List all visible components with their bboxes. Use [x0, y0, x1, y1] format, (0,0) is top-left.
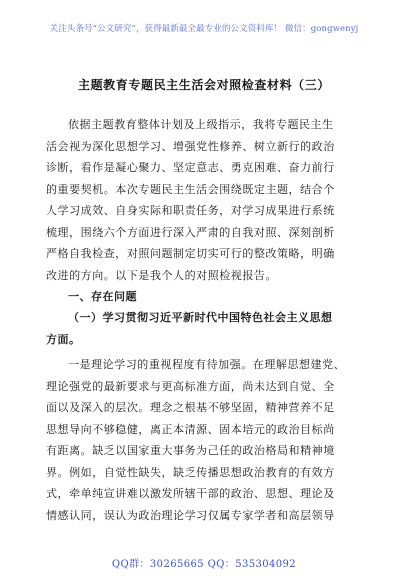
paragraph-line: 有距离。缺乏以国家重大事务为己任的政治格局和精神境 — [46, 444, 335, 457]
section-heading — [46, 286, 368, 308]
paragraph-line: 思想导向不够稳健，离正本清源、固本培元的政治目标尚 — [46, 422, 335, 436]
paragraph-line: 改进的方向。以下是我个人的对照检视报告。 — [46, 268, 277, 282]
subsection-heading — [46, 307, 368, 350]
paragraph-line: 界。例如，自觉性缺失，缺乏传播思想政治教育的有效方 — [46, 465, 335, 479]
subsection-heading-line: （一）学习贯彻习近平新时代中国特色社会主义思想 — [68, 311, 333, 324]
section-heading-text: 一、存在问题 — [68, 290, 137, 303]
body-paragraph — [46, 354, 368, 526]
paragraph-line: 情感认同，误认为政治理论学习仅属专家学者和高层领导 — [46, 508, 335, 522]
paragraph-line: 式，牵单纯宣讲难以激发所辖干部的政治、思想、理论及 — [46, 487, 335, 500]
paragraph-line: 梳理，围绕六个方面进行深入严肃的自我对照、深刻剖析 — [46, 225, 335, 239]
paragraph-line: 人学习成效、自身实际和职责任务，对学习成果进行系统 — [46, 204, 335, 217]
paragraph-line: 面以及深入的层次。理念之根基不够坚固，精神营养不足 — [46, 401, 335, 414]
promo-header: 关注头条号“公文研究”，获得最新最全最专业的公文资料库！ 微信：gongwenyj — [49, 24, 359, 34]
paragraph-line: 理论强党的最新要求与更高标准方面，尚未达到自觉、全 — [46, 379, 335, 393]
paragraph-line: 严格自我检查，对照问题制定切实可行的整改策略，明确 — [46, 247, 335, 260]
intro-paragraph — [46, 114, 368, 286]
paragraph-line: 依据主题教育整体计划及上级指示，我将专题民主生 — [68, 118, 334, 131]
subsection-heading-line: 方面。 — [46, 332, 81, 346]
paragraph-line: 诊断，看作是凝心聚力、坚定意志、勇克困难、奋力前行 — [46, 161, 335, 174]
paragraph-line: 的重要契机。本次专题民主生活会围绕既定主题，结合个 — [46, 182, 335, 196]
paragraph-line: 一是理论学习的重视程度有待加强。在理解思想建党、 — [68, 358, 346, 371]
document-title: 主题教育专题民主生活会对照检查材料（三） — [77, 78, 330, 92]
contact-footer: QQ群：30265665 QQ：535304092 — [111, 559, 297, 570]
paragraph-line: 活会视为深化思想学习、增强党性修养、树立新行的政治 — [46, 139, 335, 153]
